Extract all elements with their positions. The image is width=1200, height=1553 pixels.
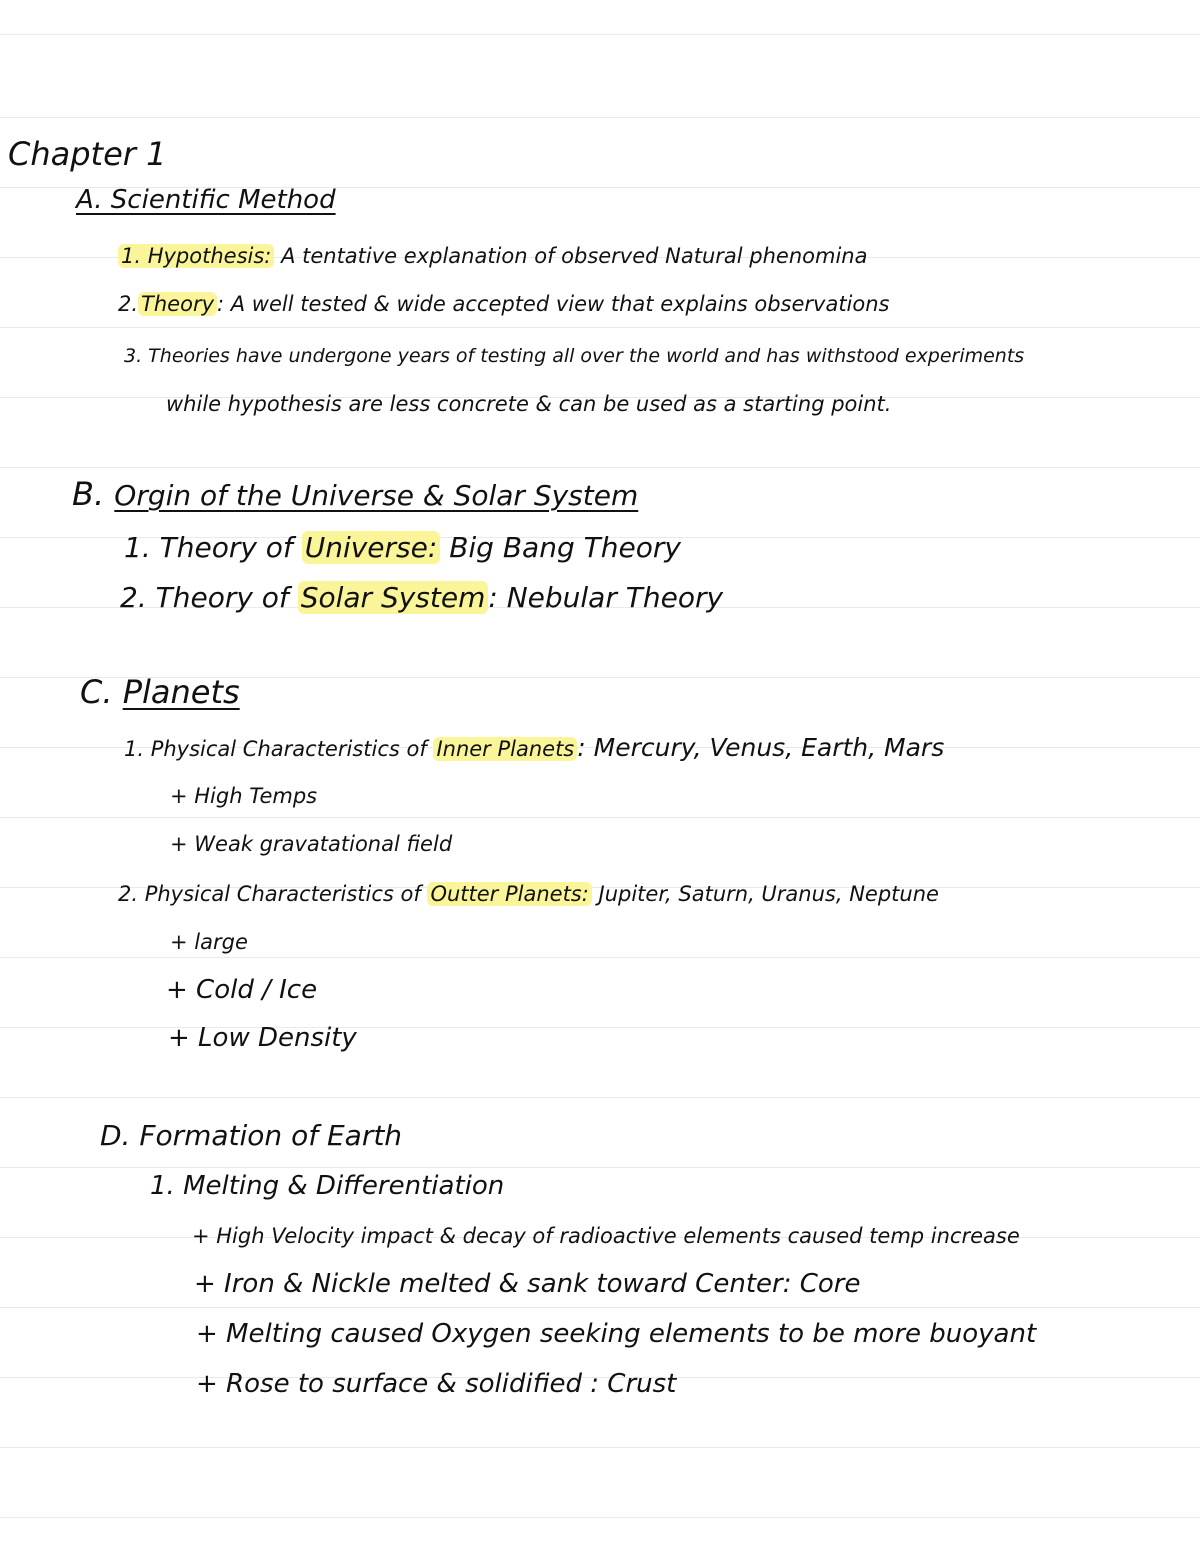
chapter-title-text: Chapter 1 <box>8 135 167 173</box>
outer-planets-term: Outter Planets: <box>427 882 591 906</box>
universe-prefix: 1. Theory of <box>124 531 293 564</box>
outer-planets-prefix: 2. Physical Characteristics of <box>118 882 421 906</box>
section-b-letter: B. <box>72 475 105 513</box>
formation-bullet-2-text: + Iron & Nickle melted & sank toward Center: Core <box>194 1269 861 1299</box>
inner-planets-bullet-1-text: + High Temps <box>170 784 318 808</box>
section-c-heading-text: Planets <box>122 673 240 711</box>
section-b-heading-text: Orgin of the Universe & Solar System <box>114 479 639 512</box>
inner-planets-prefix: 1. Physical Characteristics of <box>124 737 427 761</box>
solar-system-prefix: 2. Theory of <box>120 581 289 614</box>
theory-number: 2. <box>118 292 139 316</box>
outer-planets-bullet-1-text: + large <box>170 930 248 954</box>
section-a-item-2 <box>118 288 890 320</box>
outer-planets-bullet-2 <box>166 974 317 1006</box>
universe-theory: Big Bang Theory <box>449 531 681 564</box>
outer-planets-bullet-3 <box>168 1022 357 1054</box>
inner-planets-bullet-1 <box>170 780 317 812</box>
section-d-item-1 <box>150 1170 504 1202</box>
section-a-item-3-line-1 <box>124 340 1024 372</box>
formation-bullet-3 <box>196 1318 1036 1350</box>
theories-comparison-line-1: 3. Theories have undergone years of testing all over the world and has withstood experiments <box>124 345 1025 367</box>
formation-bullet-4 <box>196 1368 676 1400</box>
section-a-item-1 <box>118 240 867 272</box>
section-a-heading <box>76 184 336 216</box>
section-a-item-3-line-2 <box>166 388 891 420</box>
theory-definition: : A well tested & wide accepted view that explains observations <box>217 292 890 316</box>
outer-planets-bullet-1 <box>170 926 248 958</box>
section-c-heading <box>80 673 240 711</box>
formation-bullet-3-text: + Melting caused Oxygen seeking elements to be more buoyant <box>196 1319 1037 1349</box>
inner-planets-term: Inner Planets <box>433 737 577 761</box>
universe-term: Universe: <box>302 531 441 564</box>
outer-planets-list: Jupiter, Saturn, Uranus, Neptune <box>598 882 939 906</box>
solar-system-term: Solar System <box>298 581 489 614</box>
section-b-item-1 <box>124 532 681 564</box>
outer-planets-bullet-2-text: + Cold / Ice <box>166 975 318 1005</box>
chapter-title <box>8 135 167 173</box>
outer-planets-bullet-3-text: + Low Density <box>168 1023 357 1053</box>
hypothesis-term: 1. Hypothesis: <box>118 244 274 268</box>
section-c-item-1 <box>124 732 944 765</box>
theory-term: Theory <box>138 292 217 316</box>
section-d-heading <box>100 1120 402 1152</box>
inner-planets-bullet-2-text: + Weak gravatational field <box>170 832 453 856</box>
hypothesis-definition: A tentative explanation of observed Natural phenomina <box>281 244 868 268</box>
inner-planets-bullet-2 <box>170 828 452 860</box>
formation-bullet-1 <box>192 1220 1020 1252</box>
theories-comparison-line-2: while hypothesis are less concrete & can be used as a starting point. <box>166 392 892 416</box>
melting-differentiation-text: 1. Melting & Differentiation <box>150 1171 505 1201</box>
section-b-item-2 <box>120 582 723 614</box>
formation-bullet-1-text: + High Velocity impact & decay of radioactive elements caused temp increase <box>192 1224 1020 1248</box>
section-c-letter: C. <box>80 673 113 711</box>
section-a-heading-text: A. Scientific Method <box>76 185 336 215</box>
section-d-heading-text: D. Formation of Earth <box>100 1119 403 1152</box>
solar-system-theory: : Nebular Theory <box>488 581 724 614</box>
section-b-heading <box>72 475 639 513</box>
section-c-item-2 <box>118 878 939 910</box>
inner-planets-list: : Mercury, Venus, Earth, Mars <box>577 733 945 762</box>
formation-bullet-4-text: + Rose to surface & solidified : Crust <box>196 1369 677 1399</box>
formation-bullet-2 <box>194 1268 860 1300</box>
